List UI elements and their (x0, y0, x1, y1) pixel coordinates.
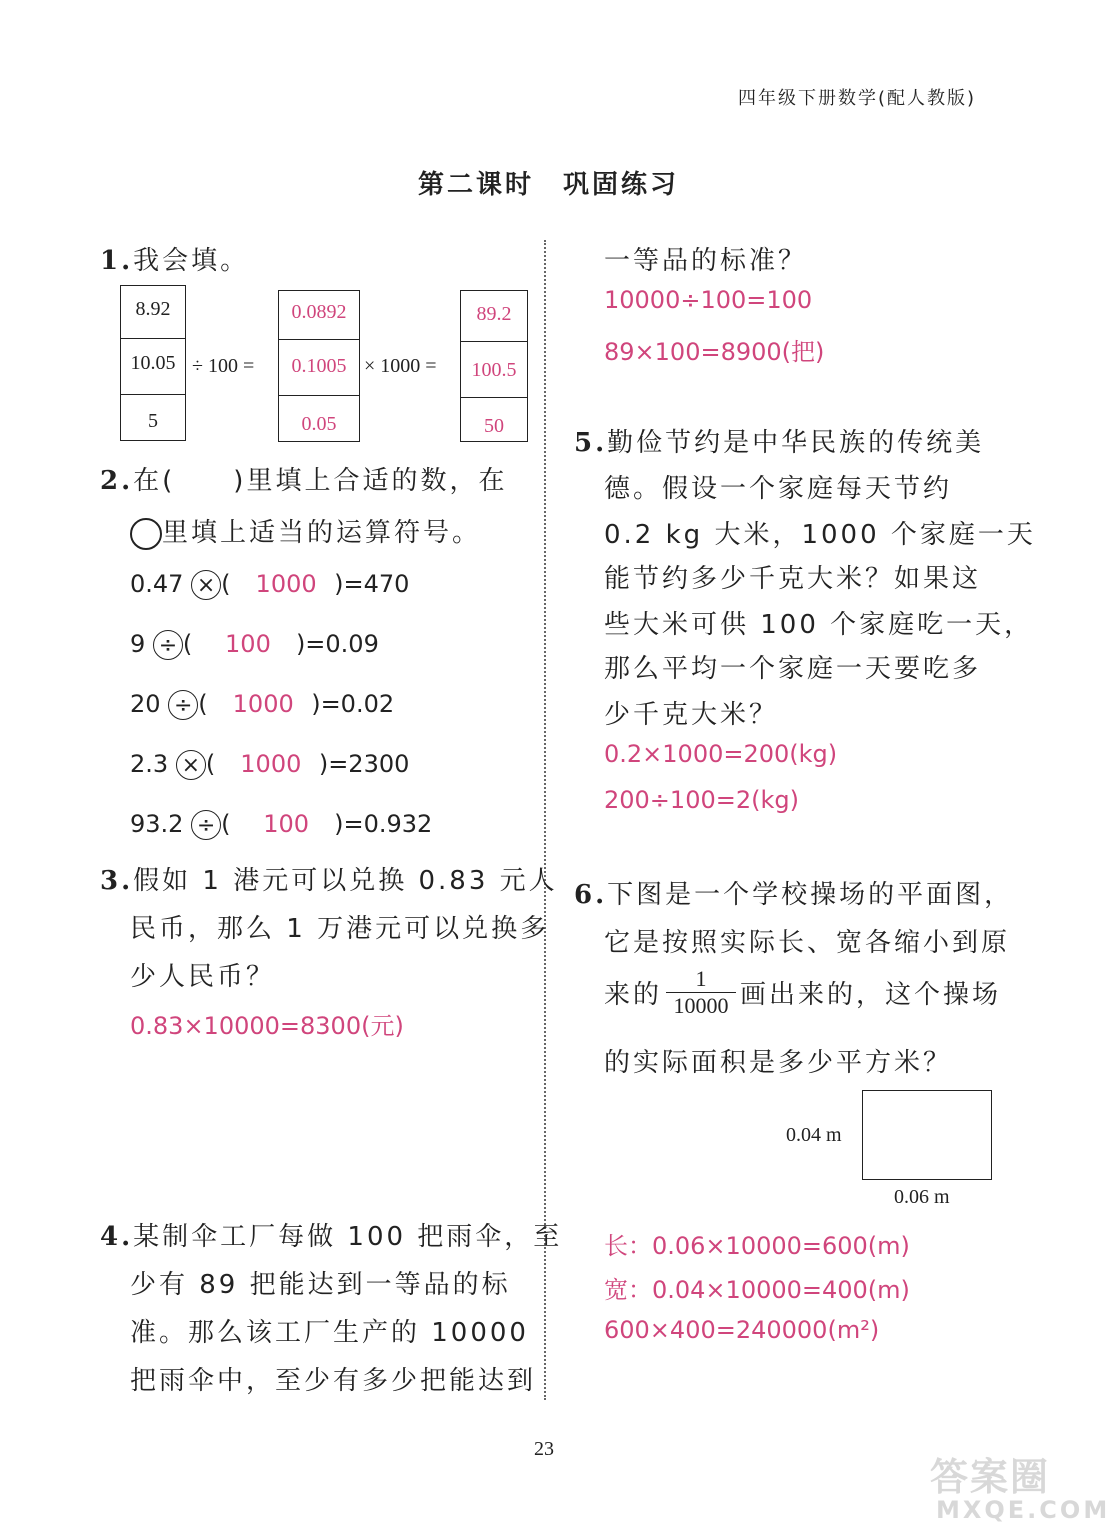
q5-answer: 0.2×1000=200(kg) (604, 740, 838, 768)
q2-right: )=0.932 (334, 810, 433, 838)
q5-number: 5. (574, 428, 608, 458)
lesson-title: 第二课时 巩固练习 (418, 170, 680, 200)
multiply-circle-icon: × (176, 750, 206, 780)
q2-line1: 在( )里填上合适的数，在 (133, 466, 508, 496)
multiply-circle-icon: × (191, 570, 221, 600)
rect-width-label: 0.06 m (894, 1186, 950, 1208)
q1-col2-cell: 0.1005 (291, 355, 347, 377)
q5-answer: 200÷100=2(kg) (604, 786, 799, 814)
q5-line: 德。假设一个家庭每天节约 (604, 474, 953, 504)
q6-line3-post: 画出来的，这个操场 (740, 980, 1002, 1010)
q3-line: 民币，那么 1 万港元可以兑换多 (130, 914, 550, 944)
q4-line: 把雨伞中，至少有多少把能达到 (130, 1366, 537, 1396)
q1-col1-cell: 8.92 (135, 298, 171, 320)
q1-col1-divider (121, 394, 185, 395)
q1-op1: ÷ 100 = (192, 355, 255, 377)
q2-right: )=0.02 (311, 690, 395, 718)
q1-col3-divider (461, 341, 527, 342)
q6-line2: 它是按照实际长、宽各缩小到原 (604, 928, 1011, 958)
q6-prompt (574, 874, 1013, 911)
page-number: 23 (534, 1438, 554, 1460)
scale-fraction (666, 966, 736, 1019)
q2-row (130, 630, 379, 660)
fraction-denominator: 10000 (673, 993, 729, 1018)
q2-right: )=470 (334, 570, 410, 598)
q5-line: 些大米可供 100 个家庭吃一天， (604, 610, 1034, 640)
q2-answer: 100 (263, 810, 309, 838)
q2-row (130, 750, 409, 780)
q6-answer: 宽：0.04×10000=400(m) (604, 1276, 910, 1304)
q1-text: 我会填。 (133, 246, 250, 276)
q2-left: 20 (130, 690, 161, 718)
q1-col2-divider (279, 339, 359, 340)
q1-col2 (278, 290, 360, 442)
q2-row (130, 570, 409, 600)
divide-circle-icon: ÷ (191, 810, 221, 840)
divide-circle-icon: ÷ (153, 630, 183, 660)
q5-line: 少千克大米？ (604, 700, 779, 730)
q2-answer: 1000 (232, 690, 294, 718)
divide-circle-icon: ÷ (168, 690, 198, 720)
q1-col2-divider (279, 395, 359, 396)
q2-open-paren: ( (221, 810, 231, 838)
book-title: 四年级下册数学(配人教版) (738, 88, 977, 109)
q2-left: 93.2 (130, 810, 184, 838)
q4-prompt (100, 1216, 562, 1253)
q1-col3-cell: 89.2 (476, 303, 512, 325)
q6-line1: 下图是一个学校操场的平面图， (607, 880, 1014, 910)
q5-line: 能节约多少千克大米？如果这 (604, 564, 982, 594)
q2-prompt-line2 (130, 512, 481, 550)
watermark-logo: 答案圈 (930, 1455, 1051, 1499)
q1-prompt (100, 240, 249, 277)
q6-line3 (604, 966, 1001, 1019)
q5-line: 勤俭节约是中华民族的传统美 (607, 428, 985, 458)
q1-op2: × 1000 = (364, 355, 437, 377)
q2-open-paren: ( (198, 690, 208, 718)
q2-left: 0.47 (130, 570, 184, 598)
q1-col3-cell: 50 (484, 415, 504, 437)
q2-answer: 100 (225, 630, 271, 658)
q3-prompt (100, 860, 558, 897)
q4-answer: 89×100=8900(把) (604, 338, 825, 366)
q2-open-paren: ( (205, 750, 216, 778)
q5-line: 那么平均一个家庭一天要吃多 (604, 654, 982, 684)
q5-prompt (574, 422, 984, 459)
blank-circle-icon (130, 518, 162, 550)
q3-number: 3. (100, 866, 134, 896)
q1-col1-cell: 10.05 (130, 352, 176, 374)
q2-row (130, 810, 432, 840)
q1-col3-cell: 100.5 (471, 359, 517, 381)
q4-continued: 一等品的标准？ (604, 246, 808, 276)
q1-col3 (460, 290, 528, 442)
q2-left: 9 (130, 630, 146, 658)
q3-line: 假如 1 港元可以兑换 0.83 元人 (133, 866, 558, 896)
q4-number: 4. (100, 1222, 134, 1252)
q6-line4: 的实际面积是多少平方米？ (604, 1048, 953, 1078)
q1-col2-cell: 0.0892 (291, 301, 347, 323)
q2-open-paren: ( (221, 570, 231, 598)
q4-answer: 10000÷100=100 (604, 286, 813, 314)
q2-left: 2.3 (130, 750, 169, 778)
q2-number: 2. (100, 466, 134, 496)
q5-line: 0.2 kg 大米，1000 个家庭一天 (604, 520, 1036, 550)
playground-rectangle (862, 1090, 992, 1180)
q1-col3-divider (461, 397, 527, 398)
fraction-numerator: 1 (695, 966, 707, 991)
q4-line: 准。那么该工厂生产的 10000 (130, 1318, 529, 1348)
q1-number: 1. (100, 246, 134, 276)
q6-answer: 600×400=240000(m²) (604, 1316, 880, 1344)
q6-line3-pre: 来的 (604, 980, 663, 1010)
q3-line: 少人民币？ (130, 962, 276, 992)
q2-row (130, 690, 394, 720)
q4-line: 某制伞工厂每做 100 把雨伞，至 (133, 1222, 563, 1252)
q2-prompt-line1 (100, 460, 507, 497)
q6-number: 6. (574, 880, 608, 910)
q2-answer: 1000 (255, 570, 317, 598)
q6-answer: 长：0.06×10000=600(m) (604, 1232, 910, 1260)
q2-line2: 里填上适当的运算符号。 (162, 518, 482, 548)
q1-col1 (120, 285, 186, 441)
q2-right: )=2300 (318, 750, 410, 778)
q4-line: 少有 89 把能达到一等品的标 (130, 1270, 511, 1300)
q3-answer: 0.83×10000=8300(元) (130, 1012, 404, 1040)
q1-col1-divider (121, 338, 185, 339)
rect-height-label: 0.04 m (786, 1124, 842, 1146)
q2-open-paren: ( (182, 630, 193, 658)
q1-col2-cell: 0.05 (301, 413, 337, 435)
watermark-site: MXQE.COM (936, 1496, 1110, 1524)
q1-col1-cell: 5 (148, 410, 158, 432)
q2-right: )=0.09 (295, 630, 379, 658)
q2-answer: 1000 (240, 750, 302, 778)
